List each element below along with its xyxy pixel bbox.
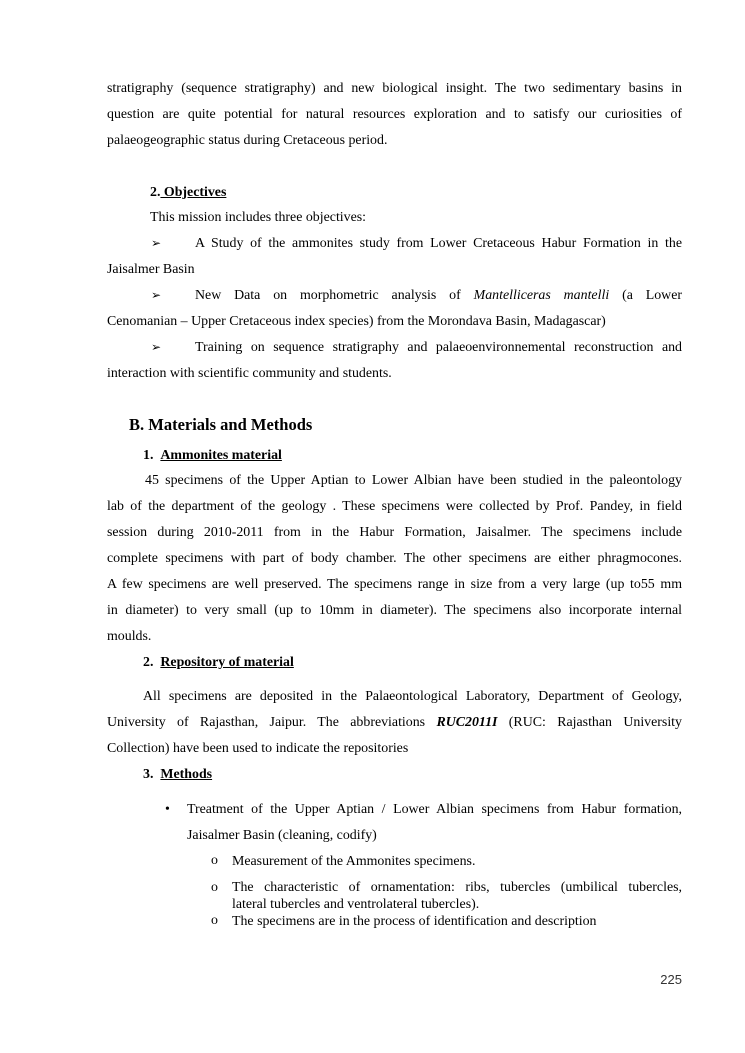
repository-title: Repository of material bbox=[160, 655, 294, 670]
objective-3-line-1: Training on sequence stratigraphy and palaeoenvironnemental reconstruction and bbox=[195, 340, 682, 355]
methods-heading bbox=[143, 766, 212, 784]
arrow-bullet-icon: ➢ bbox=[151, 236, 162, 250]
ammonites-line-3: session during 2010-2011 from in the Habur Formation, Jaisalmer. The specimens include bbox=[107, 525, 682, 540]
methods-sub-item-2-line-2: lateral tubercles and ventrolateral tubercles). bbox=[232, 897, 480, 912]
ammonites-line-6: in diameter) to very small (up to 10mm in diameter). The specimens also incorporate internal bbox=[107, 603, 682, 618]
intro-line-3: palaeogeographic status during Cretaceous period. bbox=[107, 133, 388, 148]
repository-line-2 bbox=[107, 714, 682, 732]
arrow-bullet-icon: ➢ bbox=[151, 288, 162, 302]
ammonites-line-7: moulds. bbox=[107, 629, 152, 644]
intro-line-1: stratigraphy (sequence stratigraphy) and new biological insight. The two sedimentary basins in bbox=[107, 81, 682, 96]
methods-bullet-line-1: Treatment of the Upper Aptian / Lower Albian specimens from Habur formation, bbox=[187, 802, 682, 817]
collection-code: RUC2011I bbox=[436, 715, 498, 730]
objectives-number: 2. bbox=[150, 185, 161, 200]
circle-bullet-icon: o bbox=[211, 913, 218, 928]
ammonites-line-2: lab of the department of the geology . These specimens were collected by Prof. Pandey, in field bbox=[107, 499, 682, 514]
objectives-intro: This mission includes three objectives: bbox=[150, 210, 367, 225]
ammonites-number: 1. bbox=[143, 448, 154, 463]
ammonites-line-5: A few specimens are well preserved. The specimens range in size from a very large (up to55 mm bbox=[107, 577, 682, 592]
objective-1-line-2: Jaisalmer Basin bbox=[107, 262, 195, 277]
repository-line-3: Collection) have been used to indicate the repositories bbox=[107, 741, 409, 756]
methods-title: Methods bbox=[160, 767, 213, 782]
methods-sub-item-1: Measurement of the Ammonites specimens. bbox=[232, 854, 476, 869]
repository-heading bbox=[143, 654, 294, 672]
objective-2-line-2: Cenomanian – Upper Cretaceous index species) from the Morondava Basin, Madagascar) bbox=[107, 314, 606, 329]
methods-sub-item-3: The specimens are in the process of identification and description bbox=[232, 914, 597, 929]
objective-2-line-1 bbox=[195, 287, 682, 305]
methods-bullet-line-2: Jaisalmer Basin (cleaning, codify) bbox=[187, 828, 377, 843]
section-heading-materials-methods: B. Materials and Methods bbox=[129, 415, 313, 434]
objective-2-text: New Data on morphometric analysis of bbox=[195, 288, 474, 303]
objectives-title: Objectives bbox=[160, 185, 227, 200]
objective-2-text-post: (a Lower bbox=[609, 288, 682, 303]
species-name: Mantelliceras mantelli bbox=[473, 288, 610, 303]
repository-number: 2. bbox=[143, 655, 154, 670]
ammonites-title: Ammonites material bbox=[160, 448, 282, 463]
arrow-bullet-icon: ➢ bbox=[151, 340, 162, 354]
methods-number: 3. bbox=[143, 767, 154, 782]
bullet-icon: • bbox=[165, 802, 170, 817]
objective-1-line-1: A Study of the ammonites study from Lower Cretaceous Habur Formation in the bbox=[195, 236, 682, 251]
ammonites-line-1: 45 specimens of the Upper Aptian to Lower Albian have been studied in the paleontology bbox=[145, 473, 682, 488]
circle-bullet-icon: o bbox=[211, 853, 218, 868]
objective-3-line-2: interaction with scientific community and students. bbox=[107, 366, 392, 381]
objectives-heading bbox=[150, 184, 226, 202]
methods-sub-item-2-line-1: The characteristic of ornamentation: ribs, tubercles (umbilical tubercles, bbox=[232, 880, 682, 895]
circle-bullet-icon: o bbox=[211, 880, 218, 895]
page-number: 225 bbox=[660, 972, 682, 987]
repository-text: University of Rajasthan, Jaipur. The abbreviations bbox=[107, 715, 437, 730]
ammonites-line-4: complete specimens with part of body chamber. The other specimens are either phragmocones. bbox=[107, 551, 682, 566]
ammonites-heading bbox=[143, 447, 282, 465]
intro-line-2: question are quite potential for natural resources exploration and to satisfy our curiosities of bbox=[107, 107, 682, 122]
repository-line-1: All specimens are deposited in the Palaeontological Laboratory, Department of Geology, bbox=[143, 689, 682, 704]
repository-text-post: (RUC: Rajasthan University bbox=[497, 715, 682, 730]
